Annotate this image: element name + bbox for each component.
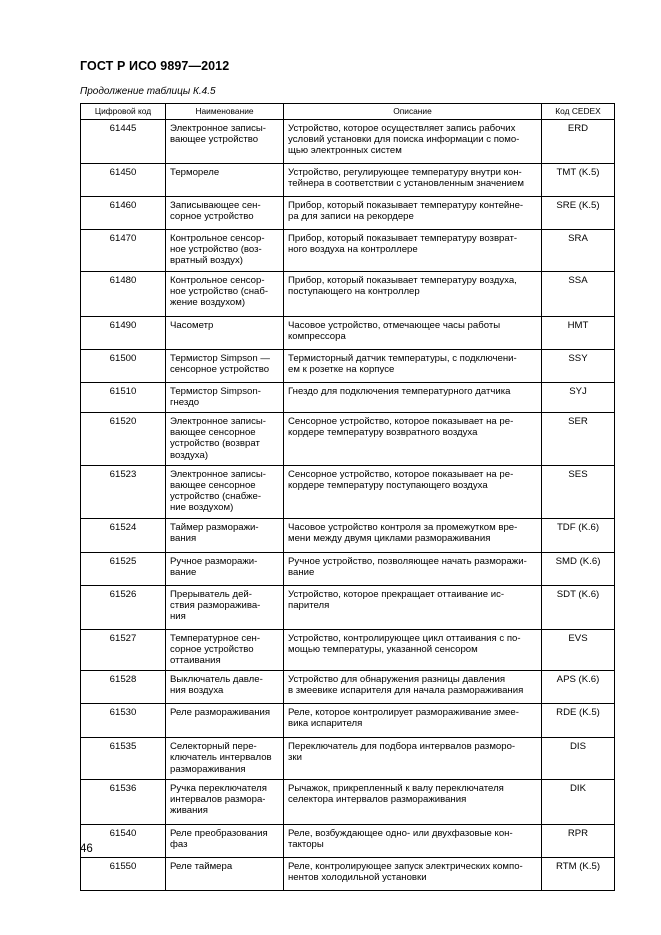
name-cell: Температурное сен- сорное устройство оттаивания [166,629,284,671]
table-row [81,585,615,629]
name-cell: Термистор Simpson- гнездо [166,382,284,412]
code-cell: 61540 [81,824,166,857]
cedex-cell: EVS [542,629,615,671]
cedex-cell: APS (K.6) [542,671,615,704]
code-cell: 61526 [81,585,166,629]
name-cell: Ручка переключателя интервалов разморa- живания [166,779,284,824]
code-cell: 61520 [81,413,166,466]
name-cell: Селекторный пере- ключатель интервалов размораживания [166,738,284,780]
description-cell: Ручное устройство, позволяющее начать разморажи- вание [284,552,542,585]
cedex-cell: RTM (K.5) [542,857,615,890]
table-row [81,316,615,349]
code-cell: 61524 [81,518,166,552]
table-row [81,230,615,272]
table-row [81,704,615,738]
name-cell: Термореле [166,164,284,197]
name-cell: Электронное записы- вающее сенсорное устройство (возврат воздуха) [166,413,284,466]
table-row [81,197,615,230]
table-row [81,824,615,857]
cedex-cell: SES [542,465,615,518]
table-row [81,382,615,412]
table-row [81,271,615,316]
name-cell: Контрольное сенсор- ное устройство (снаб- жение воздухом) [166,271,284,316]
cedex-cell: SER [542,413,615,466]
code-cell: 61480 [81,271,166,316]
table-header-row [81,104,615,120]
cedex-cell: SMD (K.6) [542,552,615,585]
table-row [81,857,615,890]
description-cell: Переключатель для подбора интервалов разморо- зки [284,738,542,780]
cedex-cell: DIS [542,738,615,780]
cedex-cell: SRE (K.5) [542,197,615,230]
name-cell: Реле таймера [166,857,284,890]
description-cell: Часовое устройство контроля за промежутком вре- мени между двумя циклами размораживания [284,518,542,552]
description-cell: Прибор, который показывает температуру воздуха, поступающего на контроллер [284,271,542,316]
description-cell: Термисторный датчик температуры, с подключени- ем к розетке на корпусе [284,349,542,382]
table-row [81,552,615,585]
name-cell: Реле размораживания [166,704,284,738]
table-row [81,164,615,197]
table-row [81,465,615,518]
description-cell: Устройство, которое осуществляет запись рабочих условий установки для поиска информации с помо- щью электронных систем [284,120,542,164]
table-row [81,120,615,164]
code-cell: 61528 [81,671,166,704]
column-header-description: Описание [284,104,542,120]
description-cell: Рычажок, прикрепленный к валу переключателя селектора интервалов размораживания [284,779,542,824]
cedex-cell: RDE (K.5) [542,704,615,738]
description-cell: Устройство, контролирующее цикл оттаивания с по- мощью температуры, указанной сенсором [284,629,542,671]
cedex-code-table [80,103,615,891]
code-cell: 61460 [81,197,166,230]
description-cell: Прибор, который показывает температуру контейне- ра для записи на рекордере [284,197,542,230]
table-row [81,629,615,671]
table-row [81,413,615,466]
cedex-cell: RPR [542,824,615,857]
cedex-cell: SSA [542,271,615,316]
description-cell: Гнездо для подключения температурного датчика [284,382,542,412]
cedex-cell: TDF (K.6) [542,518,615,552]
page-number: 46 [80,843,93,855]
description-cell: Устройство, которое прекращает оттаивание ис- парителя [284,585,542,629]
description-cell: Реле, контролирующее запуск электрических компо- нентов холодильной установки [284,857,542,890]
cedex-cell: SYJ [542,382,615,412]
description-cell: Часовое устройство, отмечающее часы работы компрессора [284,316,542,349]
cedex-cell: SDT (K.6) [542,585,615,629]
cedex-cell: TMT (K.5) [542,164,615,197]
name-cell: Записывающее сен- сорное устройство [166,197,284,230]
code-cell: 61523 [81,465,166,518]
cedex-cell: SRA [542,230,615,272]
name-cell: Реле преобразования фаз [166,824,284,857]
description-cell: Сенсорное устройство, которое показывает на ре- кордере температуру возвратного воздуха [284,413,542,466]
code-cell: 61535 [81,738,166,780]
name-cell: Таймер разморажи- вания [166,518,284,552]
table-row [81,518,615,552]
code-cell: 61550 [81,857,166,890]
code-cell: 61500 [81,349,166,382]
description-cell: Реле, возбуждающее одно- или двухфазовые кон- такторы [284,824,542,857]
description-cell: Устройство, регулирующее температуру внутри кон- тейнера в соответствии с установленным значением [284,164,542,197]
cedex-cell: SSY [542,349,615,382]
table-caption: Продолжение таблицы К.4.5 [80,86,216,97]
table-row [81,349,615,382]
code-cell: 61530 [81,704,166,738]
description-cell: Устройство для обнаружения разницы давления в змеевике испарителя для начала размораживания [284,671,542,704]
column-header-cedex: Код CEDEX [542,104,615,120]
code-cell: 61445 [81,120,166,164]
name-cell: Ручное разморажи- вание [166,552,284,585]
table-row [81,671,615,704]
table-row [81,738,615,780]
code-cell: 61490 [81,316,166,349]
code-cell: 61470 [81,230,166,272]
name-cell: Часометр [166,316,284,349]
code-cell: 61450 [81,164,166,197]
description-cell: Сенсорное устройство, которое показывает на ре- кордере температуру поступающего воздуха [284,465,542,518]
name-cell: Контрольное сенсор- ное устройство (воз- вратный воздух) [166,230,284,272]
name-cell: Электронное записы- вающее устройство [166,120,284,164]
name-cell: Термистор Simpson — сенсорное устройство [166,349,284,382]
name-cell: Выключатель давле- ния воздуха [166,671,284,704]
code-cell: 61510 [81,382,166,412]
table-row [81,779,615,824]
code-cell: 61527 [81,629,166,671]
cedex-cell: ERD [542,120,615,164]
cedex-cell: DIK [542,779,615,824]
code-cell: 61525 [81,552,166,585]
name-cell: Электронное записы- вающее сенсорное устройство (снабже- ние воздухом) [166,465,284,518]
column-header-name: Наименование [166,104,284,120]
description-cell: Реле, которое контролирует размораживание змее- вика испарителя [284,704,542,738]
standard-title: ГОСТ Р ИСО 9897—2012 [80,59,230,73]
cedex-cell: HMT [542,316,615,349]
column-header-code: Цифровой код [81,104,166,120]
description-cell: Прибор, который показывает температуру возврат- ного воздуха на контроллере [284,230,542,272]
name-cell: Прерыватель дей- ствия разморажива- ния [166,585,284,629]
code-cell: 61536 [81,779,166,824]
